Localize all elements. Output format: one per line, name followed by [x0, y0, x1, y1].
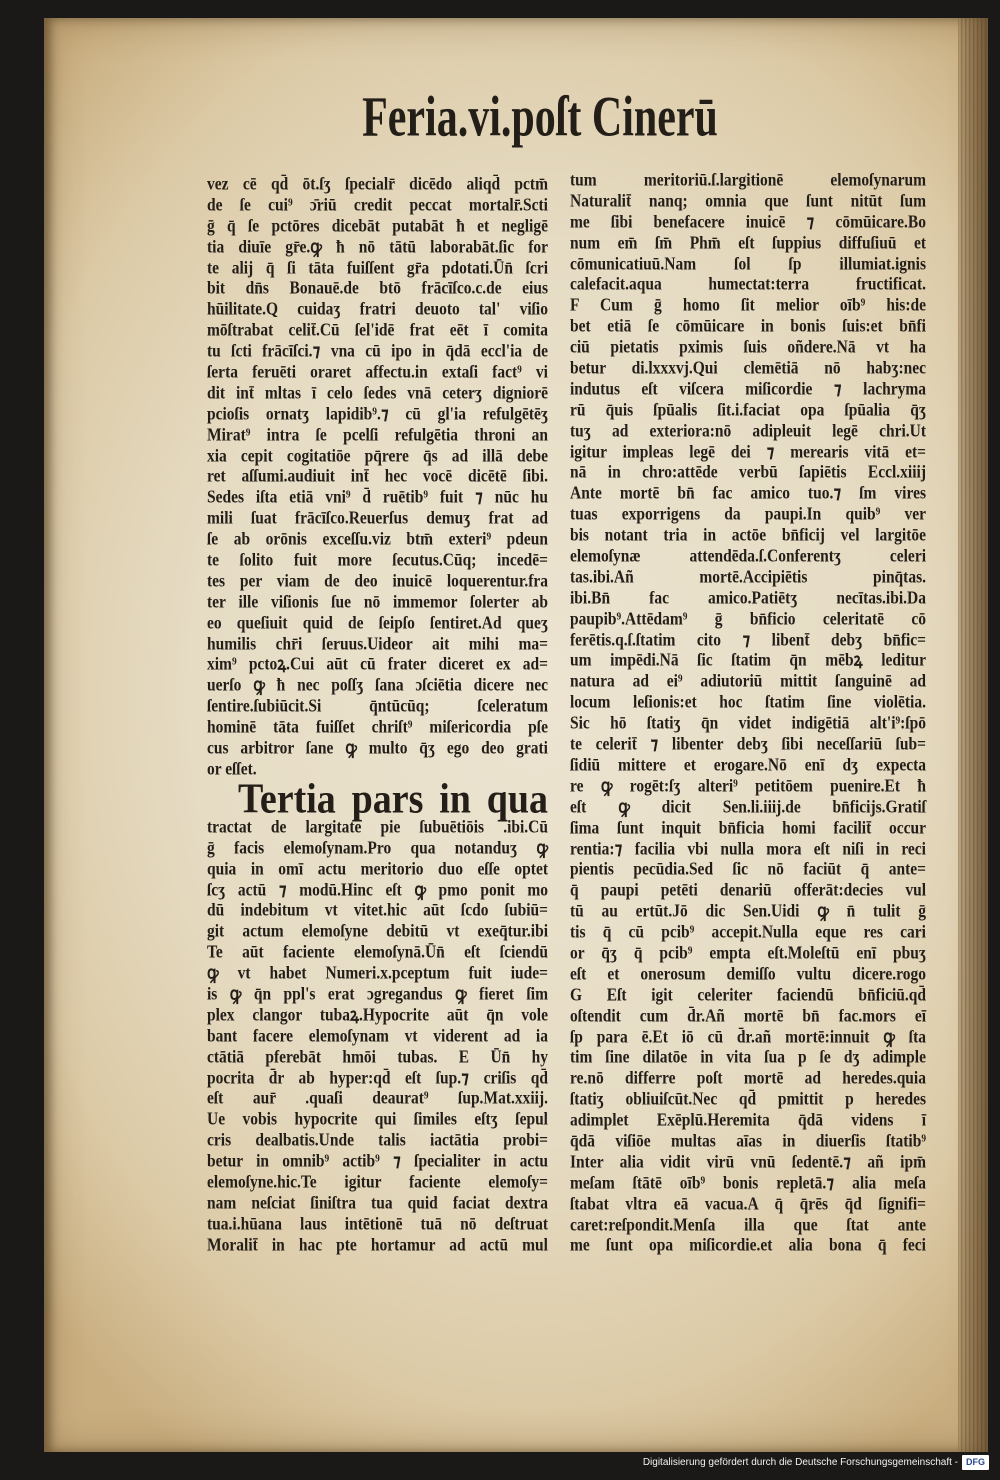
- text-line: tia diuīe gr̄e.ꝙ ħ nō tātū laborabāt.ſic for: [207, 237, 548, 257]
- page-header-title: Feria.vi.poſt Cinerū: [362, 86, 718, 150]
- text-line: cōmunicatiuū.Nam ſol ſp illumiat.ignis: [570, 254, 926, 274]
- text-line: re.nō differre poſt mortē ad heredes.quia: [570, 1068, 926, 1089]
- section-heading: Tertia pars in qua: [238, 775, 548, 823]
- text-line: Ue vobis hypocrite qui ſimiles eſtʒ ſepul: [207, 1109, 548, 1130]
- text-line: adimplet Exēplū.Heremita q̄dā videns ī: [570, 1110, 926, 1131]
- text-line: pocrita d̄r ab hyper:qd̄ eſt ſup.⁊ criſis qd̄: [207, 1068, 548, 1088]
- text-line: Mirat⁹ intra ſe pcelſi refulgētia throni an: [207, 425, 548, 445]
- left-column-text-block: [207, 175, 548, 781]
- text-line: indutus eſt viſcera miſicordie ⁊ lachryma: [570, 379, 926, 400]
- text-line: ter ille viſionis ſue nō immemor ſolerter ab: [207, 592, 548, 612]
- text-line: tis q̄ cū pcib⁹ accepit.Nulla eque res cari: [570, 922, 926, 943]
- text-line: hūilitate.Q cuidaʒ fratri deuoto tal' viſio: [207, 299, 548, 320]
- text-line: me ſunt opa miſicordie.et alia bona q̄ feci: [570, 1236, 926, 1256]
- text-line: tes per viam de deo inuicē loquerentur.fra: [207, 571, 548, 592]
- text-line: F Cum ḡ homo ſit melior oīb⁹ his:de: [570, 295, 926, 316]
- text-line: ret aſſumi.audiuit int̄ hec vocē dicētē ſibi.: [207, 467, 548, 487]
- page-fore-edge: [958, 18, 988, 1452]
- text-line: tractat de largitate pie ſubuētiōis .ibi.Cū: [207, 817, 548, 837]
- footer-credit: Digitalisierung gefördert durch die Deutsche Forschungsgemeinschaft -: [642, 1457, 958, 1468]
- text-line: tuas exporrigens da paupi.In quib⁹ ver: [570, 504, 926, 525]
- text-line: ſerta feruēti oraret affectu.in extaſi fact⁹ vi: [207, 362, 548, 383]
- text-line: ſtatiʒ obliuiſcūt.Nec qd̄ pmittit p heredes: [570, 1089, 926, 1110]
- text-line: Sic hō ſtatiʒ q̄n videt indigētiā alt'i⁹:ſpō: [570, 713, 926, 734]
- text-line: me ſibi benefacere inuicē ⁊ cōmūicare.Bo: [570, 212, 926, 232]
- text-line: vez cē qd̄ ōt.ſʒ ſpecialr̄ dicēdo aliqd̄ pctm̄: [207, 174, 548, 195]
- text-line: um impēdi.Nā ſic ſtatim q̄n mēbꝝ leditur: [570, 651, 926, 671]
- text-line: ḡ q̄ ſe pctōres dicebāt putabāt ħ et negligē: [207, 216, 548, 236]
- text-line: te alij q̄ ſi tāta fuiſſent gr̄a pdotati.Ūn̄ ſcri: [207, 258, 548, 278]
- text-line: Te aūt faciente elemoſynā.Ūn̄ eſt ſciendū: [207, 942, 548, 963]
- text-line: Moralit̄ in hac pte hortamur ad actū mul: [207, 1235, 548, 1255]
- text-line: natura ad ei⁹ adiutoriū mittit ſanguinē ad: [570, 671, 926, 692]
- text-line: num em̄ ſm̄ Phm̄ eſt ſuppius diffuſiuū et: [570, 233, 926, 253]
- dfg-logo: DFG: [962, 1455, 989, 1470]
- text-line: re ꝙ rogēt:ſʒ alteri⁹ petitōem puenire.Et ħ: [570, 776, 926, 796]
- text-line: bit dn̄s Bonauē.de btō frācīſco.c.de eius: [207, 279, 548, 299]
- text-line: is ꝙ q̄n ppl's erat ɔgregandus ꝙ fieret ſim: [207, 984, 548, 1005]
- text-line: ſidiū mittere et erogare.Nō enī dʒ expecta: [570, 755, 926, 776]
- text-line: hominē tāta fuiſſet chriſt⁹ miſericordia pſe: [207, 717, 548, 738]
- text-line: nam neſciat ſiniſtra tua quid faciat dextra: [207, 1193, 548, 1213]
- text-line: betur di.lxxxvj.Qui clemētiā nō habʒ:nec: [570, 358, 926, 379]
- text-line: bant facere elemoſynam vt viderent ad ia: [207, 1026, 548, 1046]
- text-line: tas.ibi.Añ mortē.Accipiētis pinq̄tas.: [570, 567, 926, 588]
- text-line: xia cepit cogitatiōe pq̄rere q̄s ad illā debe: [207, 446, 548, 466]
- text-line: eſt aur̄ .quaſi deaurat⁹ ſup.Mat.xxiij.: [207, 1088, 548, 1109]
- text-line: cus arbitror ſane ꝙ multo q̄ʒ ego deo grati: [207, 738, 548, 759]
- text-line: ſcʒ actū ⁊ modū.Hinc eſt ꝙ pmo ponit mo: [207, 880, 548, 900]
- text-line: ſtabat vltra eā vacua.A q̄ q̄rēs q̄d ſignifi=: [570, 1194, 926, 1214]
- text-line: q̄dā viſiōe multas aīas in diuerſis ſtatib⁹: [570, 1131, 926, 1152]
- text-line: eſt ꝙ dicit Sen.li.iiij.de bn̄ficijs.Gratiſ: [570, 797, 926, 817]
- text-line: or eſſet.: [207, 759, 257, 780]
- text-line: ferētis.q.ſ.ſtatim cito ⁊ libent̄ debʒ bn̄fic=: [570, 630, 926, 650]
- text-line: ꝙ vt habet Numeri.x.pceptum fuit iude=: [207, 963, 548, 984]
- text-line: quia in omī actu meritorio duo eſſe optet: [207, 859, 548, 879]
- text-line: Naturalit̄ nanq; omnia que ſunt nitūt ſum: [570, 191, 926, 212]
- text-line: rentia:⁊ facilia vbi nulla mora eſt niſi in reci: [570, 839, 926, 859]
- text-line: de ſe cui⁹ ɔ̄riū credit peccat mortalr̄.Scti: [207, 195, 548, 216]
- text-line: ibi.Bn̄ fac amico.Patiētʒ necītas.ibi.Da: [570, 588, 926, 608]
- text-line: te ſolito fuit more ſecutus.Cūq; incedē=: [207, 550, 548, 571]
- text-line: or q̄ʒ q̄ pcib⁹ empta eſt.Moleſtū enī pbuʒ: [570, 943, 926, 964]
- text-line: pientis pecūdia.Sed ſic nō faciūt q̄ ante=: [570, 859, 926, 880]
- text-line: eo queſiuit quid de ſeipſo ſentiret.Ad queʒ: [207, 613, 548, 633]
- text-line: elemoſynæ attendēda.ſ.Conferentʒ celeri: [570, 546, 926, 567]
- text-line: pcioſis ornatʒ lapidib⁹.⁊ cū gl'ia refulgētēʒ: [207, 404, 548, 424]
- text-line: uerſo ꝙ ħ nec poſſʒ ſana ɔſciētia dicere nec: [207, 675, 548, 696]
- text-line: ſe ab orōnis exceſſu.viz btm̄ exteri⁹ pdeun: [207, 529, 548, 550]
- text-line: tuʒ ad exteriora:nō adipleuit legē chri.Ut: [570, 421, 926, 441]
- text-line: tim ſine dilatōe in vita ſua p ſe dʒ adimple: [570, 1047, 926, 1068]
- text-line: bet etiā ſe cōmūicare in bonis ſuis:et bn̄fi: [570, 316, 926, 337]
- text-line: G Eſt igit celeriter faciendū bn̄ficiū.qd̄: [570, 985, 926, 1005]
- text-line: ciū pietatis pximis ſuis oñdere.Nā vt ha: [570, 337, 926, 358]
- text-line: elemoſyne.hic.Te igitur faciente elemoſy=: [207, 1172, 548, 1193]
- text-line: q̄ paupi petēti denariū offerāt:decies vul: [570, 880, 926, 901]
- text-line: humilis chr̄i ſeruus.Uideor ait mihi ma=: [207, 634, 548, 654]
- text-line: tua.i.hūana laus intētionē tuā nō deſtruat: [207, 1214, 548, 1234]
- text-line: tu ſcti frācīſci.⁊ vna cū ipo in q̄dā eccl'ia de: [207, 341, 548, 362]
- text-line: oſtendit cum d̄r.Añ mortē bn̄ fac.mors eī: [570, 1006, 926, 1026]
- text-line: tū au ertūt.Jō dic Sen.Uidi ꝙ n̄ tulit ḡ: [570, 901, 926, 922]
- text-line: betur in omnib⁹ actib⁹ ⁊ ſpecialiter in actu: [207, 1151, 548, 1172]
- text-line: paupib⁹.Attēdam⁹ ḡ bn̄ficio celeritatē cō: [570, 609, 926, 629]
- text-line: rū q̄uis ſpūalis ſit.i.faciat opa ſpūalia q̄ʒ: [570, 400, 926, 420]
- text-line: bis notant tria in actōe bn̄ficij vel largitōe: [570, 525, 926, 546]
- text-line: plex clangor tubaꝝ.Hypocrite aūt q̄n vole: [207, 1005, 548, 1025]
- text-line: Inter alia vidit virū vnū ſedentē.⁊ añ ipm̄: [570, 1152, 926, 1172]
- text-line: ſima ſunt inquit bn̄ficia homi facilit̄ occur: [570, 818, 926, 838]
- text-line: ctātiā pferebāt hmōi tubas. E Ūn̄ hy: [207, 1047, 548, 1067]
- text-line: Ante mortē bn̄ fac amico tuo.⁊ ſm vires: [570, 483, 926, 504]
- left-column: [207, 175, 548, 1257]
- text-line: igitur impleas legē dei ⁊ merearis vitā et=: [570, 442, 926, 462]
- text-line: ḡ facis elemoſynam.Pro qua notanduʒ ꝙ: [207, 838, 548, 858]
- text-line: cris dealbatis.Unde talis iactātia probi=: [207, 1130, 548, 1151]
- text-line: ſentire.ſubiūcit.Si q̄ntūcūq; ſceleratum: [207, 696, 548, 717]
- text-line: locum leſionis:et hoc ſtatim ſine violētia.: [570, 692, 926, 713]
- text-line: eſt et onerosum demiſſo vultu dicere.rogo: [570, 964, 926, 984]
- text-line: tum meritoriū.ſ.largitionē elemoſynarum: [570, 170, 926, 191]
- text-line: calefacit.aqua humectat:terra fructificat.: [570, 275, 926, 295]
- right-column: [570, 171, 926, 1257]
- text-line: caret:reſpondit.Menſa illa que ſtat ante: [570, 1215, 926, 1235]
- text-line: Sedes iſta etiā vni⁹ d̄ ruētib⁹ fuit ⁊ nūc hu: [207, 487, 548, 508]
- text-line: mili ſuat frācīſco.Reuerſus demuʒ frat ad: [207, 508, 548, 529]
- text-line: mōſtrabat celit̄.Cū ſel'idē frat eēt ī comita: [207, 320, 548, 341]
- text-line: dū indebitum vt vitet.hic aūt ſcdo ſubiū=: [207, 900, 548, 921]
- text-line: dit int̄ mltas ī celo ſedes vnā ceterʒ digniorē: [207, 383, 548, 404]
- text-line: xim⁹ pctoꝝ.Cui aūt cū frater diceret ex ad=: [207, 655, 548, 675]
- left-column-text-block: [207, 818, 548, 1257]
- text-line: te celerit̄ ⁊ libenter debʒ ſibi neceſſariū ſub=: [570, 734, 926, 755]
- text-line: meſam ſtātē oīb⁹ bonis repletā.⁊ alia meſa: [570, 1173, 926, 1193]
- text-line: nā in chro:attēde verbū ſapiētis Eccl.xiiij: [570, 463, 926, 483]
- text-line: git actum elemoſyne debitū vt exeq̄tur.ibi: [207, 921, 548, 942]
- text-line: ſp para ē.Et iō cū d̄r.añ mortē:innuit ꝙ ſta: [570, 1027, 926, 1047]
